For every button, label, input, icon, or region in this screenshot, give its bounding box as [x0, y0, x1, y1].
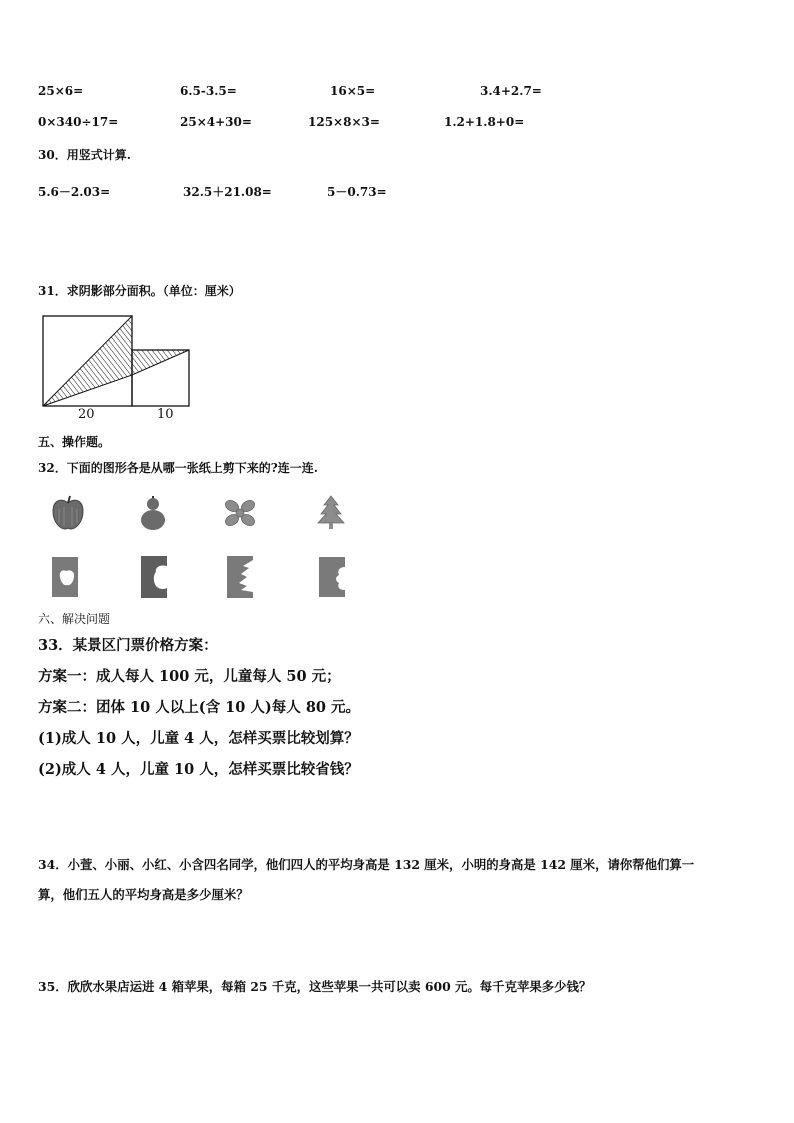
- question-33-plan-2: 方案二：团体 10 人以上(含 10 人)每人 80 元。: [38, 699, 361, 716]
- vertical-calc-item: 32.5＋21.08=: [183, 185, 272, 199]
- question-32-title: 32．下面的图形各是从哪一张纸上剪下来的?连一连.: [38, 461, 318, 475]
- apple-icon: [51, 495, 85, 531]
- tree-icon: [316, 495, 346, 531]
- paper-gourd-cut-icon: [141, 556, 167, 598]
- question-30-title: 30．用竖式计算.: [38, 148, 131, 162]
- question-33-plan-1: 方案一：成人每人 100 元，儿童每人 50 元；: [38, 668, 341, 685]
- oral-item: 16×5=: [330, 84, 376, 98]
- question-34-line-1: 34．小萱、小丽、小红、小含四名同学，他们四人的平均身高是 132 厘米，小明的身高是 142 厘米，请你帮他们算一: [38, 857, 695, 872]
- shaded-triangle-left: [43, 316, 132, 406]
- dimension-label-left: 20: [78, 407, 95, 422]
- dimension-label-right: 10: [157, 407, 174, 422]
- oral-item: 125×8×3=: [308, 115, 380, 129]
- section-6-title: 六、解决问题: [38, 612, 111, 626]
- question-31-title: 31．求阴影部分面积。（单位：厘米）: [38, 284, 241, 298]
- question-33-sub-2: (2)成人 4 人，儿童 10 人，怎样买票比较省钱？: [38, 761, 359, 778]
- question-33-title: 33．某景区门票价格方案：: [38, 637, 218, 654]
- question-34-line-2: 算，他们五人的平均身高是多少厘米？: [38, 887, 249, 902]
- oral-item: 25×6=: [38, 84, 84, 98]
- oral-item: 25×4+30=: [180, 115, 252, 129]
- vertical-calc-item: 5.6－2.03=: [38, 185, 111, 199]
- question-33-sub-1: (1)成人 10 人，儿童 4 人，怎样买票比较划算？: [38, 730, 359, 747]
- paper-apple-cut-icon: [52, 557, 78, 597]
- question-35-text: 35．欣欣水果店运进 4 箱苹果，每箱 25 千克，这些苹果一共可以卖 600 元。每千克苹果多少钱？: [38, 979, 592, 994]
- paper-tree-cut-icon: [227, 556, 253, 598]
- paper-flower-cut-icon: [319, 557, 345, 597]
- oral-item: 3.4+2.7=: [480, 84, 542, 98]
- oral-item: 1.2+1.8+0=: [444, 115, 525, 129]
- section-5-title: 五、操作题。: [38, 435, 111, 449]
- vertical-calc-item: 5－0.73=: [327, 185, 387, 199]
- shaded-triangle-right: [132, 350, 189, 375]
- flower-icon: [222, 497, 258, 529]
- oral-item: 6.5-3.5=: [180, 84, 237, 98]
- oral-item: 0×340÷17=: [38, 115, 119, 129]
- gourd-icon: [138, 493, 168, 531]
